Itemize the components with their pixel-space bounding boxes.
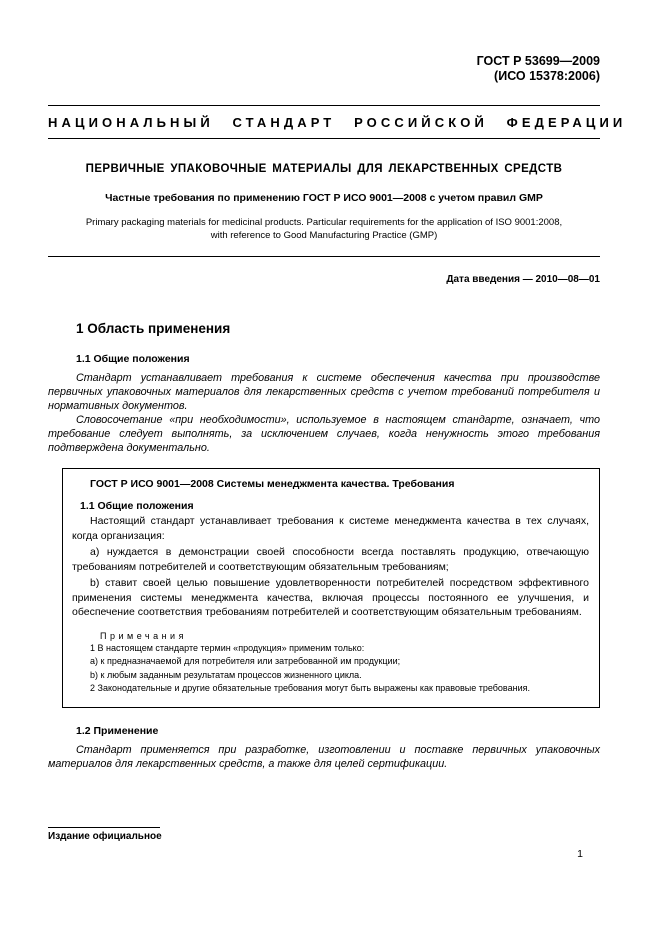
doc-number-line2: (ИСО 15378:2006) xyxy=(494,69,600,83)
quote-box-subheading: 1.1 Общие положения xyxy=(80,500,194,512)
divider-top xyxy=(48,105,600,106)
quote-box-note-1b: b) к любым заданным результатам процессов жизненного цикла. xyxy=(90,669,362,680)
quote-box-note-1a: a) к предназначаемой для потребителя или затребованной им продукции; xyxy=(90,656,401,666)
footer-divider xyxy=(48,827,160,828)
paragraph-application: Стандарт применяется при разработке, изготовлении и поставке первичных упаковочных материалов для лекарственных средств, а также для целей сертификации. xyxy=(48,743,600,770)
divider-banner-bottom xyxy=(48,138,600,139)
document-title-en-line1: Primary packaging materials for medicinal products. Particular requirements for the application of ISO 9001:2008, xyxy=(85,217,563,228)
quote-box-intro-paragraph: Настоящий стандарт устанавливает требования к системе менеджмента качества в тех случаях, когда организация: xyxy=(72,515,589,542)
quote-box-note-1: 1 В настоящем стандарте термин «продукция» применим только: xyxy=(90,642,365,653)
page-number: 1 xyxy=(577,848,583,860)
effective-date: Дата введения — 2010—08—01 xyxy=(446,274,600,285)
divider-title-bottom xyxy=(48,256,600,257)
paragraph-general-1: Стандарт устанавливает требования к системе обеспечения качества при производстве первичных упаковочных материалов для лекарственных средств с учетом требований потребителя и нормативных документов. xyxy=(48,372,600,412)
quote-box-notes-label: Примечания xyxy=(100,630,187,641)
quote-box-item-b: b) ставит своей целью повышение удовлетворенности потребителей посредством эффективного применения системы менеджмента качества, включая процессы постоянного ее улучшения, и обеспечение соответствия требованиям потребителей и соответствующим обязательным требованиям. xyxy=(72,577,589,618)
document-title-en xyxy=(48,216,600,242)
doc-number-line1: ГОСТ Р 53699—2009 xyxy=(476,54,600,68)
subsection-heading-general: 1.1 Общие положения xyxy=(76,353,190,365)
doc-number-block xyxy=(48,54,600,84)
quote-box-heading: ГОСТ Р ИСО 9001—2008 Системы менеджмента качества. Требования xyxy=(90,478,455,490)
document-subtitle-ru: Частные требования по применению ГОСТ Р ИСО 9001—2008 с учетом правил GMP xyxy=(105,192,543,204)
iso-quote-box xyxy=(62,468,600,708)
quote-box-item-a: a) нуждается в демонстрации своей способности всегда поставлять продукцию, отвечающую требованиям потребителей и соответствующим обязательным требованиям; xyxy=(72,546,589,573)
document-title-en-line2: with reference to Good Manufacturing Practice (GMP) xyxy=(210,230,438,241)
section-heading-scope: 1 Область применения xyxy=(76,321,231,336)
document-title-ru: ПЕРВИЧНЫЕ УПАКОВОЧНЫЕ МАТЕРИАЛЫ ДЛЯ ЛЕКАРСТВЕННЫХ СРЕДСТВ xyxy=(85,163,563,175)
subsection-heading-application: 1.2 Применение xyxy=(76,724,159,737)
quote-box-note-2: 2 Законодательные и другие обязательные требования могут быть выражены как правовые требования. xyxy=(90,683,530,693)
paragraph-general-2: Словосочетание «при необходимости», используемое в настоящем стандарте, означает, что требование следует выполнять, за исключением случаев, когда ненужность этого требования подтверждена документально. xyxy=(48,414,600,454)
edition-note: Издание официальное xyxy=(48,831,162,842)
national-standard-banner: НАЦИОНАЛЬНЫЙ СТАНДАРТ РОССИЙСКОЙ ФЕДЕРАЦИИ xyxy=(48,115,627,130)
